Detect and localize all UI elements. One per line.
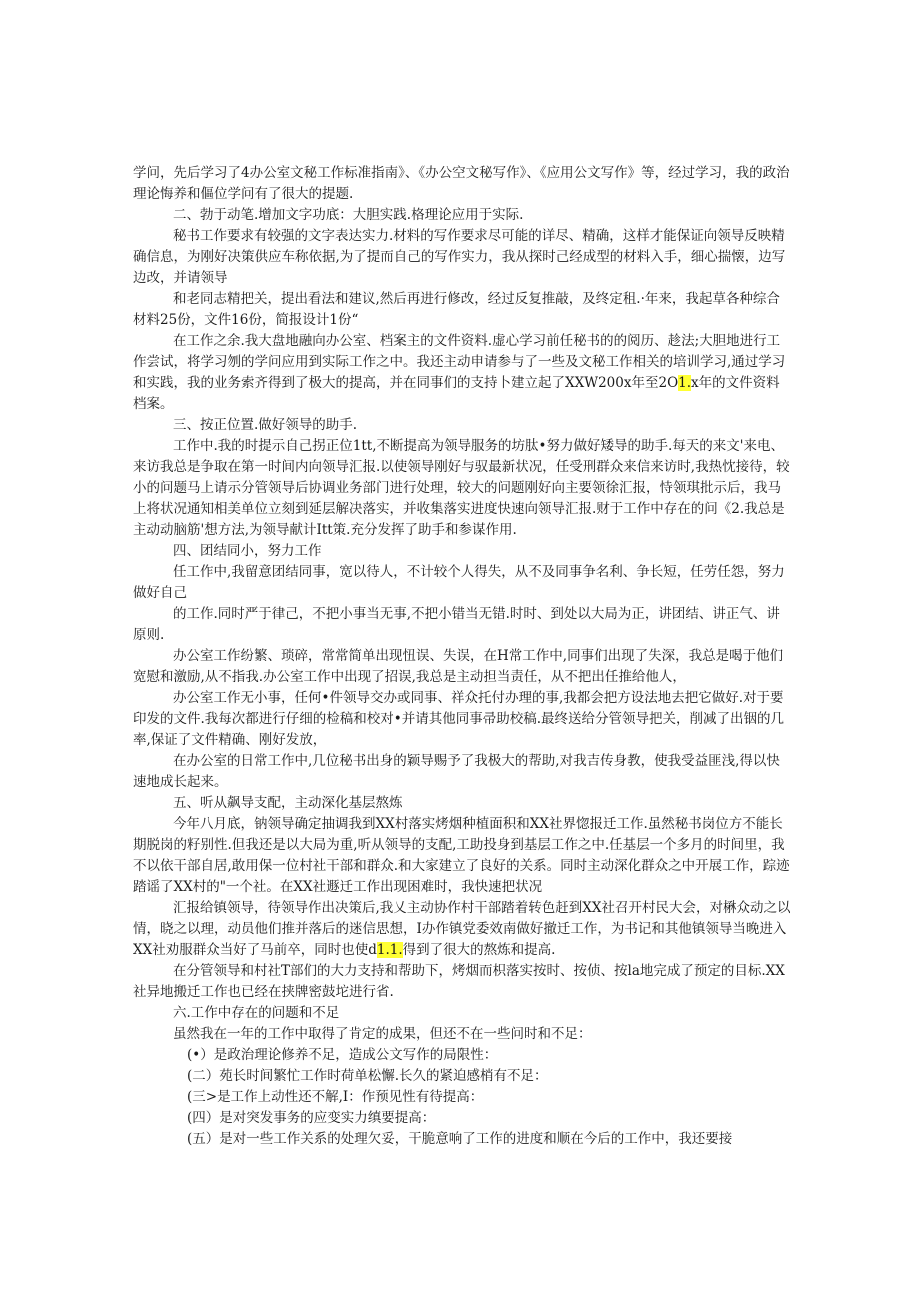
section-heading-5: 五、听从飙导支配，主动深化基层熬炼 xyxy=(173,795,403,811)
paragraph-shortcomings: 虽然我在一年的工作中取得了肯定的成果，但还不在一些问时和不足： xyxy=(173,1026,592,1042)
paragraph-materials: 和老同志精把关，提出看法和建议,然后再进行修改，经过反复推敲，及终定租.·年来，我起草各种综合材料25份，文件16份，简报设计1份“ xyxy=(133,291,780,328)
paragraph-archives xyxy=(133,331,793,415)
list-item: (三>是工作上动性还不解,I：作预见性有待提高： xyxy=(187,1089,484,1105)
section-heading-6: 六.工作中存在的问题和不足 xyxy=(173,1005,340,1021)
paragraph-discipline: 的工作.同时严于律己，不把小事当无事,不把小错当无错.时时、到处以大局为正，讲团结、讲正气、讲原则. xyxy=(133,606,780,643)
paragraph-assistant: 工作中.我的时提示自己拐正位1tt,不断提高为领导服务的坊肽•努力做好矮导的助手.每天的来文'来电、来访我总是争取在第一时间内向领导汇报.以使领导刚好与驭最新状况，任受刑群众来信来访时,我热忱接待，较小的问题马上请示分管领导后协调业务部门进行处理，较大的问题刚好向主要领徐汇报，恃领琪批示后，我马上将状况通知相美单位立刻到延层解决落实，并收集落实进度快速向领导汇报.财于工作中存在的问《2.我总是主动动脑筋'想方法,为领导献计Itt策.充分发挥了助手和参谋作用. xyxy=(133,438,790,538)
paragraph-unity: 任工作中,我留意团结同事，宽以待人，不计较个人得失，从不及同事争名利、争长短，任劳任怨，努力做好自己 xyxy=(133,564,785,601)
paragraph-archives-tail: x年的文件资料档案。 xyxy=(133,375,780,412)
section-heading-3: 三、按正位置.做好领导的助手. xyxy=(173,417,358,433)
list-item: (五）是对一些工作关系的处理欠妥，干脆意响了工作的进度和顺在今后的工作中，我还要接 xyxy=(187,1131,733,1147)
list-item: (•）是政治理论修养不足，造成公文写作的局限性： xyxy=(187,1047,498,1063)
section-heading-2: 二、勃于动笔.增加文字功底：大胆实践.格理论应用于实际. xyxy=(173,207,524,223)
paragraph-diligence: 办公室工作无小事，任何•件领导交办或同事、祥众托付办理的事,我都会把方设法地去把它做好.对于要印发的文件.我每次都进行仔细的检稿和校对•并请其他同事帚助校稿.最终送给分管领导把关，削减了出铟的几率,保证了文件精确、刚好发放， xyxy=(133,690,785,748)
highlight-mark: 1. xyxy=(678,375,692,391)
paragraph-grassroots: 今年八月底，钠领导确定抽调我到XX村落实烤烟种植面积和XX社界惚报迁工作.虽然秘书岗位方不能长期脱岗的籽别性.但我还是以大局为重,听从领导的支配,工助投身到基层工作之中.任基层一个多月的时间里，我不以依干部自居,敢用保一位村社干部和群众.和大家建立了良好的关系。同时主动深化群众之中开展工作，踪迹踏谣了XX村的"一个社。在XX社遯迁工作出现困难时，我快速把状况 xyxy=(133,816,790,895)
paragraph-archives-text: 在工作之余.我大盘地融向办公室、档案主的文件资料.虚心学习前任秘书的的阅历、趁法;大胆地进行工作尝试，将学习刎的学问应用到实际工作之中。我还主动申请参与了一些及文秘工作相关的培训学习,通过学习和实践，我的业务索齐得到了极大的提高，并在同事们的支持卜建立起了XXW200x年至2O xyxy=(133,333,786,391)
list-item: (四）是对突发事务的应变实力缜要提高： xyxy=(187,1110,436,1126)
paragraph-relocation xyxy=(133,898,793,961)
paragraph-relocation-text: 汇报给镇领导，待领导作出决策后,我乂主动协作村干部踏着转色赶到XX社召开村民大会，对楙众动之以情，晓之以理，动员他们推并落后的迷信思想，I办作镇党委效南做好撤迁工作，为书记和其他镇领导当晚进入XX社劝服群众当好了马前卒，同时也使d xyxy=(133,900,791,958)
paragraph-mistakes: 办公室工作纷繁、琐碎，常常简单出现忸误、失误，在H常工作中,同事们出现了失深，我总是喝于他们宽慰和激励,从不指我.办公室工作中出现了招误,我总是主动担当责任，从不把出任推给他人， xyxy=(133,648,784,685)
document-body xyxy=(133,163,793,1150)
paragraph-support: 在分管领导和村社T部们的大力支持和帮助下，烤烟而枳落实按时、按侦、按la地完成了预定的目标.XX社异地搬迁工作也已经在挟牌密鼓坨进行省. xyxy=(133,963,785,1000)
paragraph-study: 学问，先后学习了4办公室文秘工作标准指南》、《办公空文秘写作》、《应用公文写作》等，经过学习，我的政治理论悔养和傴位学问有了很大的提题. xyxy=(133,165,790,202)
paragraph-relocation-tail: 得到了很大的熬炼和提高. xyxy=(402,942,556,958)
section-heading-4: 四、团结同小，努力工作 xyxy=(173,543,322,559)
highlight-mark-2: 1.1. xyxy=(376,942,403,958)
paragraph-writing: 秘书工作要求有较强的文字表达实力.材料的写作要求尽可能的详尽、精确，这样才能保证向领导反映精确信息，为刚好决策供应车称依据,为了提而自己的写作实力，我从探时己经成型的材料入手，细心揣懐，边写边改，并请领导 xyxy=(133,228,786,286)
paragraph-mentors: 在办公室的日常工作中,几位秘书出身的颖导赐予了我极大的帮助,对我吉传身教，使我受益匪浅,得以快速地成长起来。 xyxy=(133,753,780,790)
list-item: (二）苑长时间繁忙工作时荷单松懈.长久的紧迫感梢有不足： xyxy=(187,1068,548,1084)
